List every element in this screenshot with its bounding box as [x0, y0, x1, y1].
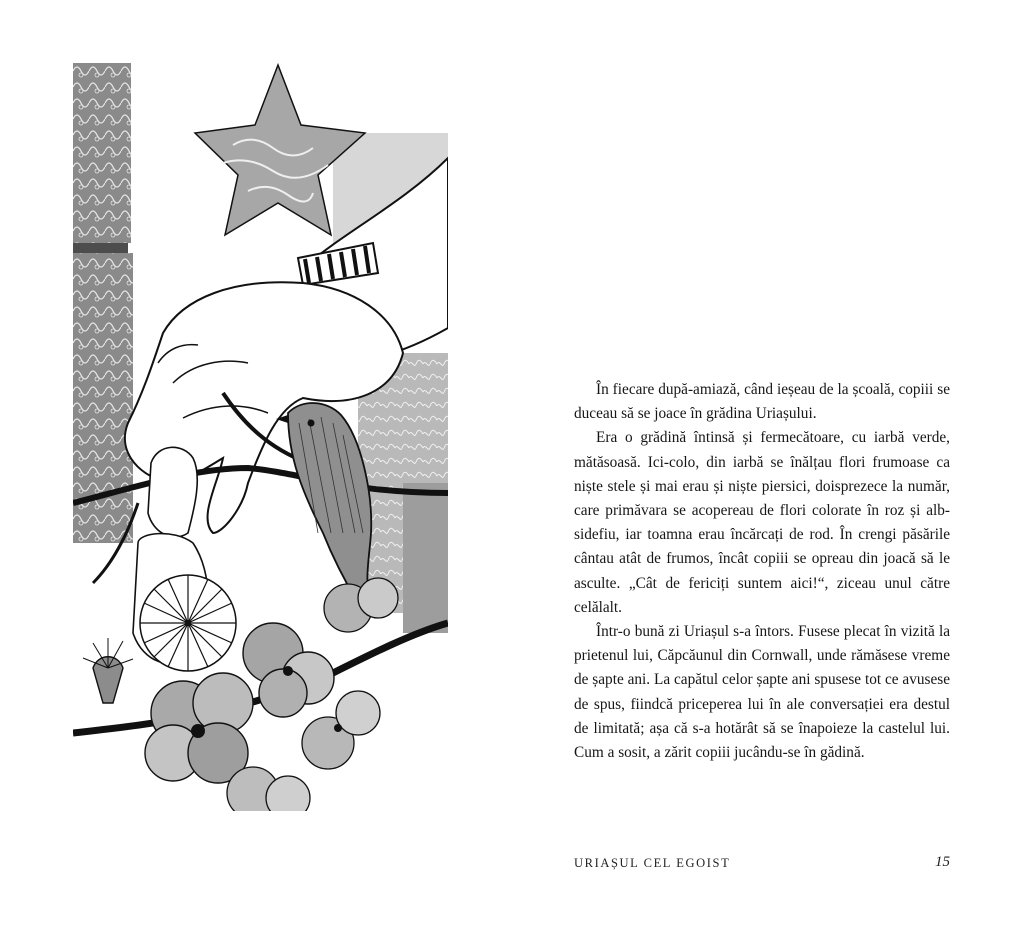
- child-hand: [148, 447, 197, 537]
- running-title: URIAȘUL CEL EGOIST: [574, 856, 731, 870]
- blossom-bottom: [227, 767, 310, 811]
- paragraph: În fiecare după-amiază, când ieșeau de la școală, copiii se duceau să se joace în grădina Uriașului.: [574, 381, 950, 423]
- page-number: 15: [935, 854, 950, 870]
- blossom-large: [145, 673, 253, 783]
- wash-panel-right-lower: [403, 483, 448, 633]
- pattern-strip-top-left: [73, 63, 131, 243]
- child-hair: [140, 575, 236, 671]
- paragraph: Într-o bună zi Uriașul s-a întors. Fusese plecat în vizită la prietenul lui, Căpcăunul din Cornwall, unde rămăsese vreme de șapte ani. La capătul celor șapte ani spusese tot ce avusese de spus, fiindcă priceperea lui în ale conversației era destul de limitată; așa că s-a hotărât să se înapoieze la castelul lui. Cum a sosit, a zărit copiii jucându-se în gădină.: [574, 623, 950, 762]
- garden-illustration: [73, 63, 448, 811]
- paragraph: Era o grădină întinsă și fermecătoare, cu iarbă verde, mătăsoasă. Ici-colo, din iarbă se înălțau flori frumoase ca niște stele și mai erau și niște piersici, doisprezece la număr, care primăvara se acopereau de flori colorate în roz și alb-sidefiu, iar toamna erau încărcați de rod. În crengi păsările cântau atât de frumos, încât copiii se opreau din joacă să le asculte. „Cât de fericiți suntem aici!“, ziceau unul către celălalt.: [574, 429, 950, 616]
- story-text: [574, 378, 950, 765]
